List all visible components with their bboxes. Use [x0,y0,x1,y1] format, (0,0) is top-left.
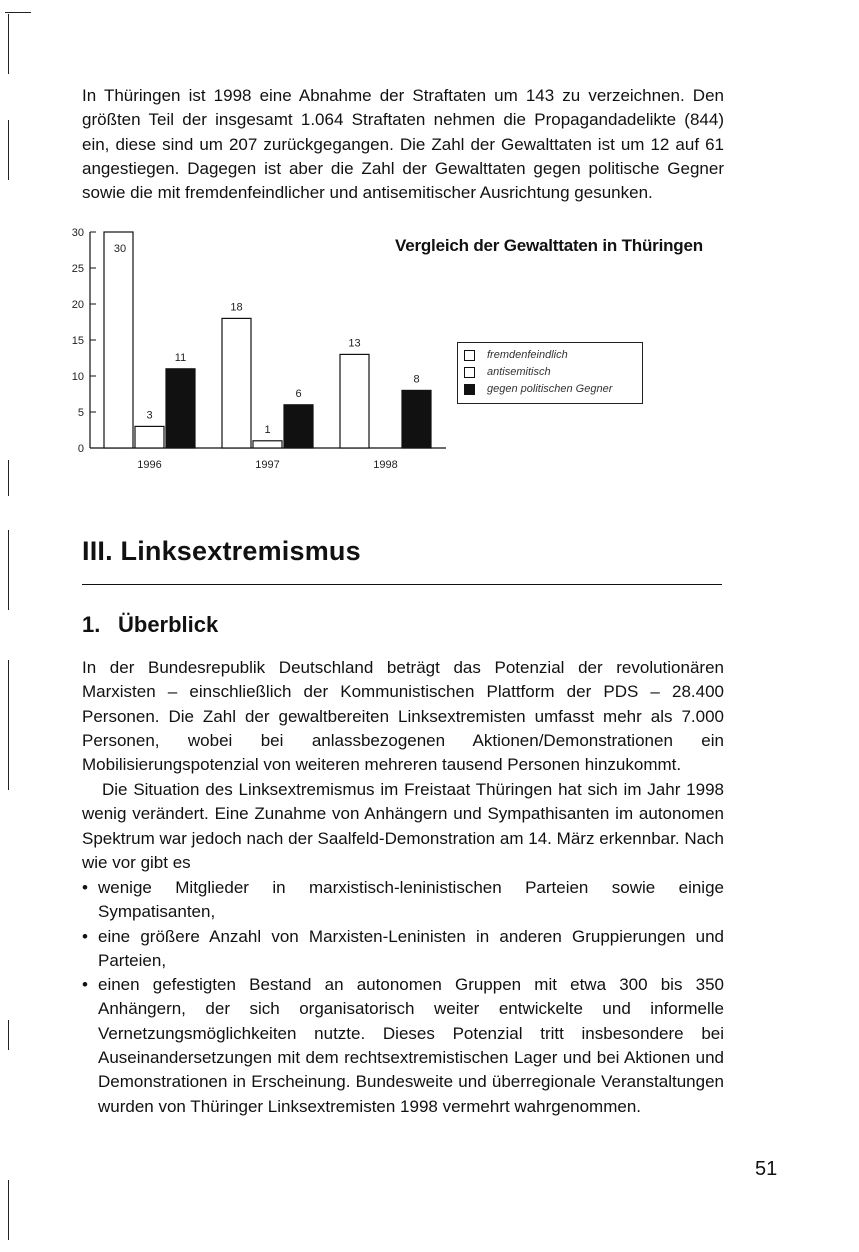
scan-artifact [8,14,9,74]
legend-label: fremdenfeindlich [487,349,568,361]
scan-artifact [8,530,9,610]
legend-label: antisemitisch [487,366,551,378]
scan-artifact [8,1180,9,1240]
bar [253,441,282,448]
bar-data-label: 11 [174,351,187,364]
y-tick-label: 5 [77,407,84,419]
bullet-item: • wenige Mitglieder in marxistisch-leninistischen Parteien sowie einige Sympatisanten, [82,876,724,925]
bar [104,232,133,448]
legend-item [464,366,551,378]
y-tick-label: 20 [71,299,84,311]
subsection-title: Überblick [118,612,219,637]
bar-data-label: 13 [348,337,361,350]
section-heading: III. Linksextremismus [82,536,361,566]
bar-data-label: 18 [230,301,243,314]
bar-data-label: 30 [113,243,127,255]
scan-artifact [5,12,31,13]
bar [340,354,369,448]
legend-label: gegen politischen Gegner [487,383,613,395]
y-tick-label: 15 [71,335,84,347]
intro-paragraph: In Thüringen ist 1998 eine Abnahme der Straftaten um 143 zu verzeichnen. Den größten Teil der insgesamt 1.064 Straftaten nehmen die Propagandadelikte (844) ein, diese sind um 207 zurückgegangen. Die Zahl der Gewalttaten ist um 12 auf 61 angestiegen. Dagegen ist aber die Zahl der Gewalttaten gegen politische Gegner sowie die mit fremdenfeindlicher und antisemitischer Ausrichtung gesunken. [82,86,724,203]
scan-artifact [8,660,9,790]
bar-data-label: 3 [146,409,153,422]
paragraph: Die Situation des Linksextremismus im Freistaat Thüringen hat sich im Jahr 1998 wenig verändert. Eine Zunahme von Anhängern und Sympathisanten im autonomen Spektrum war jedoch nach der Saalfeld-Demonstration am 14. März erkennbar. Nach wie vor gibt es [82,780,724,872]
paragraph: In der Bundesrepublik Deutschland beträgt das Potenzial der revolutionären Marxisten – einschließlich der Kommunistischen Plattform der PDS – 28.400 Personen. Die Zahl der gewaltbereiten Linksextremisten umfasst mehr als 7.000 Personen, wobei bei anlassbezogenen Aktionen/Demonstrationen ein Mobilisierungspotenzial von weiteren mehreren tausend Personen hinzukommt. [82,658,724,775]
x-tick-label: 1998 [373,459,398,471]
chart-title: Vergleich der Gewalttaten in Thüringen [395,236,703,255]
x-tick-label: 1996 [137,459,162,471]
bullet-list [82,876,724,1119]
legend-item [464,349,568,361]
legend-item [464,383,612,395]
subsection-heading [82,612,218,638]
scan-artifact [8,120,9,180]
legend-swatch [464,384,475,395]
page-number: 51 [755,1158,778,1180]
subsection-number: 1. [82,612,101,637]
bar-data-label: 1 [264,423,271,436]
bullet-item: • einen gefestigten Bestand an autonomen Gruppen mit etwa 300 bis 350 Anhängern, der sich organisatorisch weiter entwickelte und informelle Vernetzungsmöglichkeiten nutzte. Dieses Potenzial tritt insbesondere bei Auseinandersetzungen mit dem rechtsextremistischen Lager und bei Aktionen und Demonstrationen in Erscheinung. Bundesweite und überregionale Veranstaltungen wurden von Thüringer Linksextremisten 1998 vermehrt wahrgenommen. [82,973,724,1119]
bar [222,318,251,448]
y-tick-label: 30 [71,227,84,239]
bar-data-label: 6 [295,387,302,400]
y-tick-label: 10 [71,371,84,383]
y-tick-label: 25 [71,263,84,275]
legend-swatch [464,367,475,378]
bar [166,369,195,448]
chart-legend [457,342,643,404]
bar [135,426,164,448]
legend-swatch [464,350,475,361]
x-tick-label: 1997 [255,459,280,471]
scan-artifact [8,1020,9,1050]
bar [284,405,313,448]
y-tick-label: 0 [77,443,84,455]
section-rule [82,584,722,585]
scan-artifact [8,460,9,496]
bar-data-label: 8 [413,373,420,386]
bar [402,390,431,448]
bullet-item: • eine größere Anzahl von Marxisten-Leninisten in anderen Gruppierungen und Parteien, [82,925,724,974]
